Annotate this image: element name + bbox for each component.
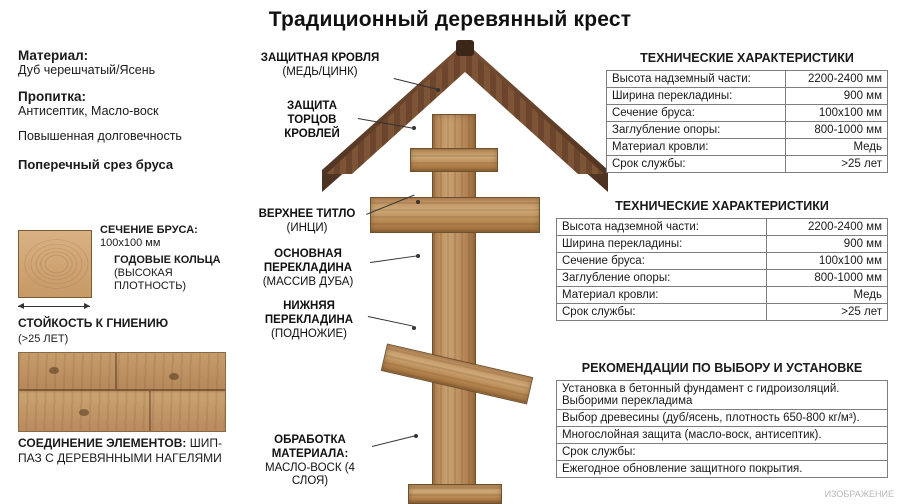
annotation-lower-crossbar [250,300,368,341]
annotation-upper-titlo-sub: (ИНЦИ) [286,221,328,234]
leader-dot-main [416,254,420,258]
wood-joint-photo [18,352,226,432]
rot-resistance-label [18,316,233,347]
spec-value: 100x100 мм [786,105,888,122]
annotation-main-crossbar-title: ОСНОВНАЯ ПЕРЕКЛАДИНА [263,248,353,274]
annotation-main-crossbar-sub: (МАССИВ ДУБА) [262,275,354,288]
rot-resistance-title: СТОЙКОСТЬ К ГНИЕНИЮ [18,316,169,330]
spec-key: Ширина перекладины: [607,88,786,105]
annual-rings-label [114,254,230,294]
specs-panel-bottom [556,196,888,321]
upper-titlo-bar [410,148,498,172]
roof-ridge [456,40,474,56]
joint-label [18,436,233,466]
table-row [557,236,888,253]
spec-value: 2200-2400 мм [786,71,888,88]
table-row [607,122,888,139]
spec-value: >25 лет [767,304,888,321]
spec-key: Срок службы: [607,156,786,173]
table-row [557,270,888,287]
table-row [557,304,888,321]
spec-value: 800-1000 мм [767,270,888,287]
spec-key: Ширина перекладины: [557,236,767,253]
annotation-material-treatment-title: ОБРАБОТКА МАТЕРИАЛА: [271,434,349,460]
beam-section-label-text: СЕЧЕНИЕ БРУСА: [100,224,198,236]
spec-key: Заглубление опоры: [557,270,767,287]
leader-dot-lower [412,326,416,330]
spec-key: Сечение бруса: [557,253,767,270]
leader-dot-treatment [414,434,418,438]
list-item: Установка в бетонный фундамент с гидроизоляций. Выборими перекладима [556,380,888,410]
table-row [607,88,888,105]
leader-dot-titlo [416,200,420,204]
specs-panel-top [606,48,888,173]
annual-rings-value: (ВЫСОКАЯ ПЛОТНОСТЬ) [114,267,187,293]
annotation-lower-crossbar-sub: (ПОДНОЖИЕ) [271,327,347,340]
recommendations-heading: РЕКОМЕНДАЦИИ ПО ВЫБОРУ И УСТАНОВКЕ [581,361,863,375]
annotation-lower-crossbar-title: НИЖНЯЯ ПЕРЕКЛАДИНА [264,300,354,326]
annotation-upper-titlo-title: ВЕРХНЕЕ ТИТЛО [258,208,356,220]
spec-key: Заглубление опоры: [607,122,786,139]
watermark: ИЗОБРАЖЕНИЕ [824,489,894,499]
specs-bottom-table [556,218,888,321]
recommendations-panel [556,358,888,478]
annotation-main-crossbar [246,248,370,289]
beam-section-label [100,224,198,250]
list-item: Многослойная защита (масло-воск, антисептик). [556,427,888,444]
spec-key: Срок службы: [557,304,767,321]
annual-rings-label-text: ГОДОВЫЕ КОЛЬЦА [114,254,221,266]
beam-end-grain [18,230,92,298]
annotation-roof-sub: (МЕДЬ/ЦИНК) [282,65,358,78]
spec-value: 900 мм [786,88,888,105]
durability-text: Повышенная долговечность [18,129,182,144]
page-title: Традиционный деревянный крест [268,8,632,31]
impregnation-value: Антисептик, Масло-воск [18,103,159,118]
beam-cross-section-figure [18,222,230,308]
spec-value: 2200-2400 мм [767,219,888,236]
spec-key: Сечение бруса: [607,105,786,122]
post-base [408,484,502,504]
material-label: Материал: [18,48,89,63]
spec-key: Высота надземной части: [557,219,767,236]
annotation-roof [240,52,400,80]
table-row [557,253,888,270]
annotation-upper-titlo [248,208,366,236]
table-row [557,219,888,236]
spec-value: 100x100 мм [767,253,888,270]
table-row [607,105,888,122]
joint-label-title: СОЕДИНЕНИЕ ЭЛЕМЕНТОВ: [18,436,187,450]
recommendations-list [556,380,888,478]
annotation-material-treatment-sub: МАСЛО-ВОСК (4 СЛОЯ) [265,461,355,488]
annotation-material-treatment [246,434,374,489]
annotation-ends-protection-title: ЗАЩИТА ТОРЦОВ КРОВЛЕЙ [284,100,340,140]
specs-top-table [606,70,888,173]
spec-value: 800-1000 мм [786,122,888,139]
table-row [557,287,888,304]
table-row [607,139,888,156]
specs-bottom-heading: ТЕХНИЧЕСКИЕ ХАРАКТЕРИСТИКИ [615,199,829,213]
joint-label-value: ШИП-ПАЗ С ДЕРЕВЯННЫМИ НАГЕЛЯМИ [18,436,222,465]
spec-value: >25 лет [786,156,888,173]
spec-key: Материал кровли: [607,139,786,156]
beam-section-value: 100x100 мм [100,237,161,250]
table-row [607,156,888,173]
left-info-column [18,48,228,172]
material-value: Дуб черешчатый/Ясень [18,63,156,77]
beam-width-dimension [18,302,90,312]
table-row [607,71,888,88]
list-item: Срок службы: [556,444,888,461]
leader-dot-ends [412,126,416,130]
list-item: Выбор древесины (дуб/ясень, плотность 650-800 кг/м³). [556,410,888,427]
spec-value: 900 мм [767,236,888,253]
rot-resistance-value: (>25 ЛЕТ) [18,333,69,345]
specs-top-heading: ТЕХНИЧЕСКИЕ ХАРАКТЕРИСТИКИ [640,51,854,65]
spec-value: Медь [786,139,888,156]
annotation-roof-title: ЗАЩИТНАЯ КРОВЛЯ [260,52,380,64]
spec-key: Материал кровли: [557,287,767,304]
annotation-ends-protection [262,100,362,141]
cross-section-heading: Поперечный срез бруса [18,156,174,172]
list-item: Ежегодное обновление защитного покрытия. [556,461,888,478]
impregnation-label: Пропитка: [18,88,87,104]
spec-value: Медь [767,287,888,304]
spec-key: Высота надземный части: [607,71,786,88]
leader-dot-roof [436,88,440,92]
